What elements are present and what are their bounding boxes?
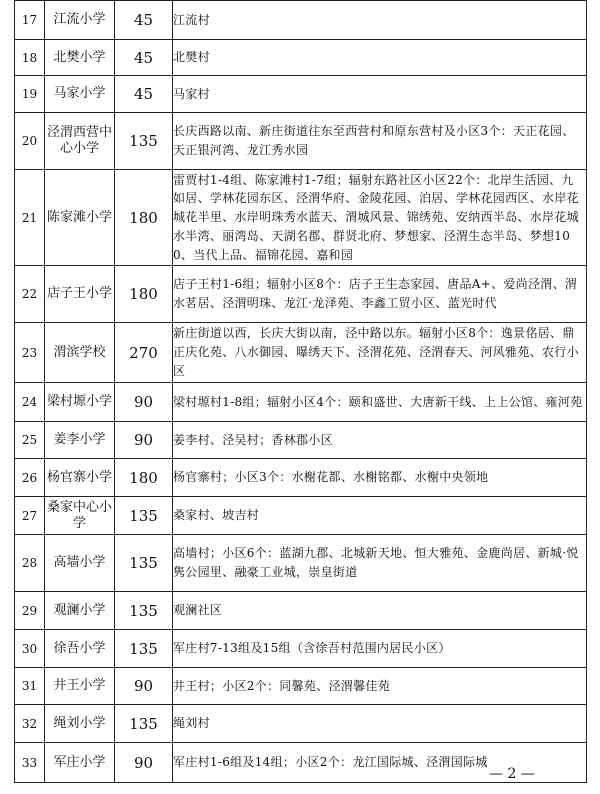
row-number: 19 bbox=[15, 76, 45, 113]
row-number: 30 bbox=[15, 630, 45, 668]
row-number: 24 bbox=[15, 383, 45, 422]
enrollment-count: 45 bbox=[115, 1, 173, 40]
catchment-area: 观澜社区 bbox=[173, 592, 587, 630]
school-name: 桑家中心小学 bbox=[45, 497, 115, 535]
catchment-area: 杨官寨村；小区3个：水榭花都、水榭铭都、水榭中央领地 bbox=[173, 459, 587, 497]
school-name: 泾渭西营中心小学 bbox=[45, 113, 115, 170]
row-number: 21 bbox=[15, 170, 45, 266]
school-name: 江流小学 bbox=[45, 1, 115, 40]
catchment-area: 绳刘村 bbox=[173, 705, 587, 743]
school-name: 井王小学 bbox=[45, 668, 115, 705]
catchment-area: 北樊村 bbox=[173, 40, 587, 76]
enrollment-count: 90 bbox=[115, 668, 173, 705]
school-name: 渭滨学校 bbox=[45, 323, 115, 383]
enrollment-count: 45 bbox=[115, 40, 173, 76]
table-row bbox=[15, 668, 587, 705]
catchment-area: 梁村塬村1-8组；辐射小区4个：颐和盛世、大唐新干线、上上公馆、雍河苑 bbox=[173, 383, 587, 422]
table-row bbox=[15, 535, 587, 592]
row-number: 22 bbox=[15, 266, 45, 323]
enrollment-count: 180 bbox=[115, 170, 173, 266]
row-number: 23 bbox=[15, 323, 45, 383]
school-name: 军庄小学 bbox=[45, 743, 115, 783]
catchment-area: 马家村 bbox=[173, 76, 587, 113]
table-row bbox=[15, 76, 587, 113]
table-row bbox=[15, 459, 587, 497]
row-number: 25 bbox=[15, 422, 45, 459]
school-name: 姜李小学 bbox=[45, 422, 115, 459]
enrollment-count: 270 bbox=[115, 323, 173, 383]
enrollment-count: 135 bbox=[115, 705, 173, 743]
enrollment-count: 135 bbox=[115, 592, 173, 630]
table-row bbox=[15, 630, 587, 668]
school-name: 杨官寨小学 bbox=[45, 459, 115, 497]
school-district-table bbox=[14, 0, 587, 783]
school-name: 观澜小学 bbox=[45, 592, 115, 630]
school-name: 北樊小学 bbox=[45, 40, 115, 76]
table-row bbox=[15, 383, 587, 422]
school-name: 陈家滩小学 bbox=[45, 170, 115, 266]
row-number: 28 bbox=[15, 535, 45, 592]
row-number: 18 bbox=[15, 40, 45, 76]
catchment-area: 井王村；小区2个：同馨苑、泾渭馨佳苑 bbox=[173, 668, 587, 705]
catchment-area: 桑家村、坡吉村 bbox=[173, 497, 587, 535]
school-name: 马家小学 bbox=[45, 76, 115, 113]
catchment-area: 姜李村、泾吴村；香林郡小区 bbox=[173, 422, 587, 459]
enrollment-count: 135 bbox=[115, 113, 173, 170]
catchment-area: 新庄街道以西，长庆大街以南，泾中路以东。辐射小区8个：逸景佲居、鼎正庆化苑、八水御园、曝绣天下、泾渭花苑、泾渭春天、河风雅苑、农行小区 bbox=[173, 323, 587, 383]
table-row bbox=[15, 170, 587, 266]
table-row bbox=[15, 323, 587, 383]
catchment-area: 雷贾村1-4组、陈家滩村1-7组；辐射东路社区小区22个：北岸生活园、九如居、学林花园东区、泾渭华府、金陵花园、泊居、学林花园西区、水岸花城花半里、水岸明珠秀水蓝天、渭城风景、锦绣苑、安纳西半岛、水岸花城水半湾、丽湾岛、天湖名郡、群贤北府、梦想家、泾渭生态半岛、梦想100、当代上品、福锦花园、嘉和园 bbox=[173, 170, 587, 266]
row-number: 27 bbox=[15, 497, 45, 535]
catchment-area: 军庄村1-6组及14组；小区2个：龙江国际城、泾渭国际城 bbox=[173, 743, 587, 783]
school-name: 高墙小学 bbox=[45, 535, 115, 592]
table-row bbox=[15, 266, 587, 323]
table-row bbox=[15, 705, 587, 743]
school-name: 绳刘小学 bbox=[45, 705, 115, 743]
school-name: 梁村塬小学 bbox=[45, 383, 115, 422]
enrollment-count: 45 bbox=[115, 76, 173, 113]
table-row bbox=[15, 497, 587, 535]
row-number: 20 bbox=[15, 113, 45, 170]
row-number: 29 bbox=[15, 592, 45, 630]
row-number: 32 bbox=[15, 705, 45, 743]
catchment-area: 江流村 bbox=[173, 1, 587, 40]
catchment-area: 军庄村7-13组及15组（含徐吾村范围内居民小区） bbox=[173, 630, 587, 668]
enrollment-count: 180 bbox=[115, 459, 173, 497]
table-row bbox=[15, 592, 587, 630]
table-row bbox=[15, 40, 587, 76]
school-name: 徐吾小学 bbox=[45, 630, 115, 668]
enrollment-count: 180 bbox=[115, 266, 173, 323]
row-number: 33 bbox=[15, 743, 45, 783]
row-number: 26 bbox=[15, 459, 45, 497]
page-number: — 2 — bbox=[489, 766, 535, 782]
catchment-area: 店子王村1-6组；辐射小区8个：店子王生态家园、唐品A+、爱尚泾渭、渭水茗居、泾渭明珠、龙江·龙泽苑、李鑫工贸小区、蓝光时代 bbox=[173, 266, 587, 323]
table-row bbox=[15, 1, 587, 40]
table-row bbox=[15, 422, 587, 459]
enrollment-count: 90 bbox=[115, 743, 173, 783]
catchment-area: 长庆西路以南、新庄街道往东至西营村和原东营村及小区3个：天正花园、天正银河湾、龙江秀水园 bbox=[173, 113, 587, 170]
row-number: 31 bbox=[15, 668, 45, 705]
enrollment-count: 135 bbox=[115, 535, 173, 592]
table-row bbox=[15, 113, 587, 170]
enrollment-count: 90 bbox=[115, 422, 173, 459]
school-name: 店子王小学 bbox=[45, 266, 115, 323]
enrollment-count: 135 bbox=[115, 630, 173, 668]
row-number: 17 bbox=[15, 1, 45, 40]
enrollment-count: 135 bbox=[115, 497, 173, 535]
enrollment-count: 90 bbox=[115, 383, 173, 422]
catchment-area: 高墙村；小区6个：蓝湖九郡、北城新天地、恒大雅苑、金鹿尚居、新城·悦隽公园里、融豪工业城，崇皇街道 bbox=[173, 535, 587, 592]
